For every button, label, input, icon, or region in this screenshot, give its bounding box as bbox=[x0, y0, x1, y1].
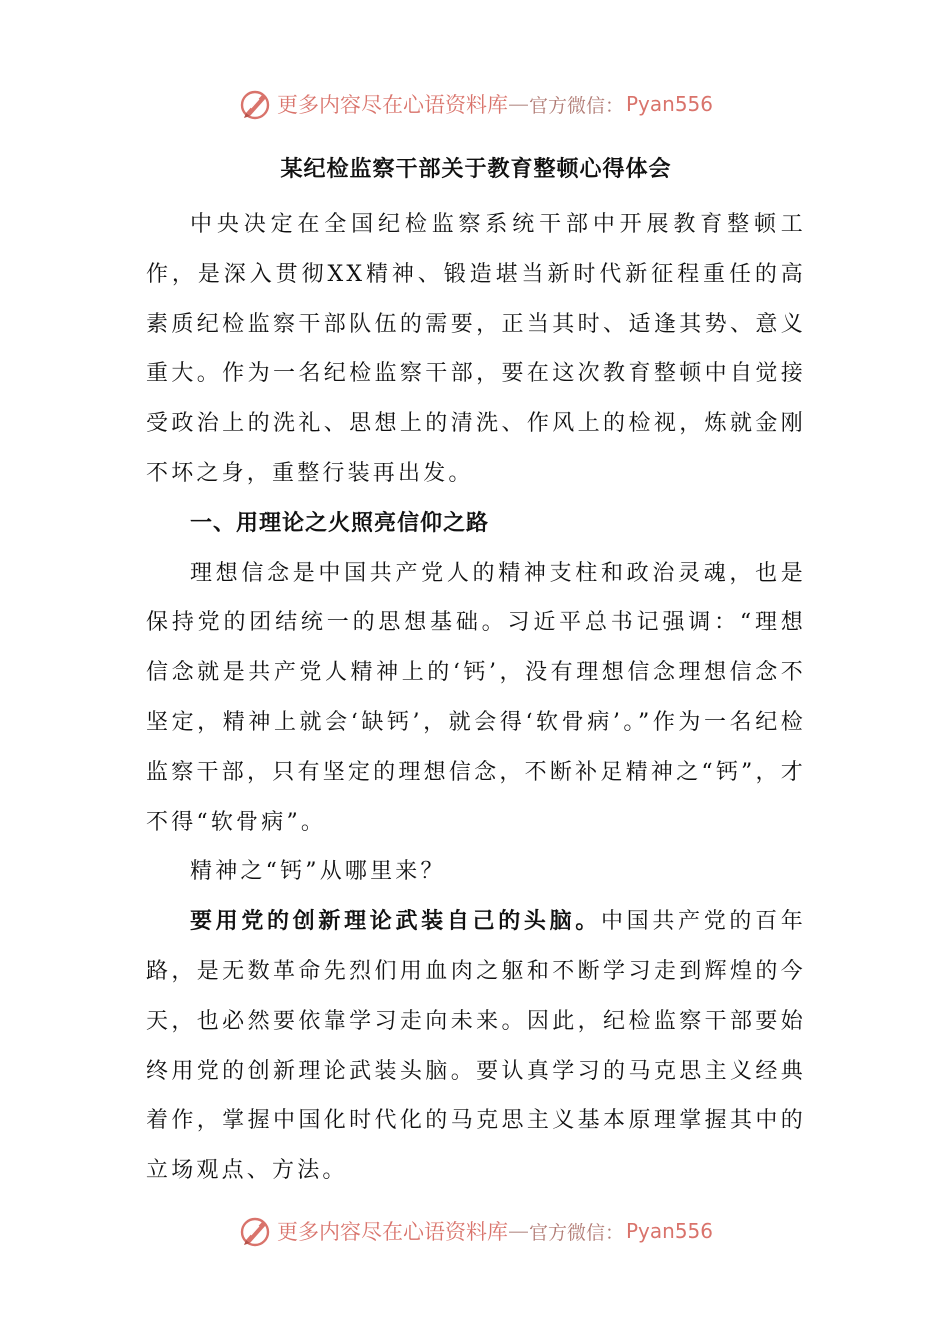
pen-circle-logo-icon bbox=[237, 86, 273, 122]
section-heading-1: 一、用理论之火照亮信仰之路 bbox=[190, 510, 490, 536]
banner-dash: — bbox=[507, 92, 529, 116]
banner-dash: — bbox=[507, 1219, 529, 1243]
banner-sub-text: 官方微信： bbox=[528, 94, 624, 117]
intro-paragraph: 中央决定在全国纪检监察系统干部中开展教育整顿工作，是深入贯彻XX精神、锻造堪当新时代新征程重任的高素质纪检监察干部队伍的需要，正当其时、适逢其势、意义重大。作为一名纪检监察干部，要在这次教育整顿中自觉接受政治上的洗礼、思想上的清洗、作风上的检视，炼就金刚不坏之身，重整行装再出发。 bbox=[146, 212, 806, 486]
paragraph-theory-lead: 要用党的创新理论武装自己的头脑。 bbox=[190, 909, 601, 935]
banner-main-text: 更多内容尽在心语资料库 bbox=[276, 93, 508, 117]
paragraph-question: 精神之“钙”从哪里来？ bbox=[190, 859, 446, 885]
document-body bbox=[146, 150, 806, 1196]
document-title: 某纪检监察干部关于教育整顿心得体会 bbox=[280, 157, 672, 182]
banner-main-text: 更多内容尽在心语资料库 bbox=[276, 1220, 508, 1244]
watermark-banner-top bbox=[0, 84, 950, 124]
paragraph-ideals: 理想信念是中国共产党人的精神支柱和政治灵魂，也是保持党的团结统一的思想基础。习近平总书记强调：“理想信念就是共产党人精神上的‘钙’，没有理想信念理想信念不坚定，精神上就会‘缺钙’，就会得‘软骨病’。”作为一名纪检监察干部，只有坚定的理想信念，不断补足精神之“钙”，才不得“软骨病”。 bbox=[146, 560, 806, 835]
banner-wechat-id: Pyan556 bbox=[626, 92, 714, 116]
watermark-banner-bottom bbox=[0, 1211, 950, 1251]
banner-sub-text: 官方微信： bbox=[528, 1221, 624, 1244]
banner-wechat-id: Pyan556 bbox=[626, 1219, 714, 1243]
pen-circle-logo-icon bbox=[237, 1213, 273, 1249]
paragraph-theory-rest: 中国共产党的百年路，是无数革命先烈们用血肉之躯和不断学习走到辉煌的今天，也必然要依靠学习走向未来。因此，纪检监察干部要始终用党的创新理论武装头脑。要认真学习的马克思主义经典着作，掌握中国化时代化的马克思主义基本原理掌握其中的立场观点、方法。 bbox=[146, 909, 806, 1184]
paragraph-theory bbox=[146, 897, 806, 1196]
